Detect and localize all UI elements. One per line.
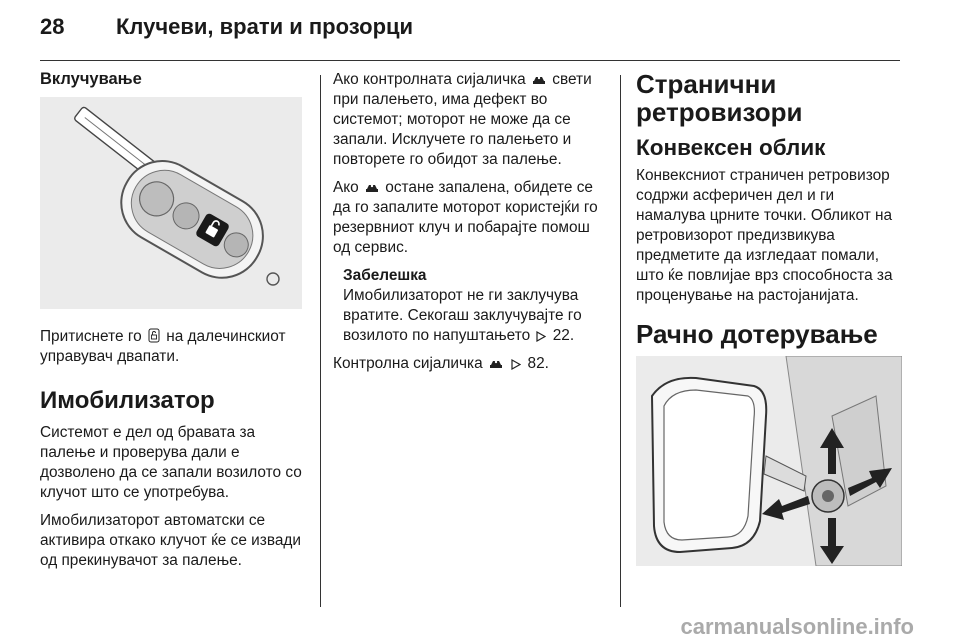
column-2	[333, 70, 605, 382]
page-number: 28	[40, 14, 65, 39]
header-divider	[40, 60, 900, 61]
car-key-lamp-icon	[365, 182, 379, 194]
section-heading-switching-on: Вклучување	[40, 70, 142, 88]
immobilizer-paragraph-1: Системот е дел од бравата за палење и проверува дали е дозволено да се запали возилото со клучот што се употребува.	[40, 424, 302, 501]
immobilizer-heading: Имобилизатор	[40, 387, 215, 414]
control-light-reference: Контролна сијаличка 82.	[333, 355, 549, 372]
manual-adjustment-heading: Рачно дотерување	[636, 319, 878, 349]
note-title: Забелешка	[343, 267, 427, 284]
control-light-page-ref[interactable]: 82.	[527, 355, 549, 372]
press-instruction: Притиснете го на далечинскиот управувач двапати.	[40, 328, 286, 365]
column-1	[40, 70, 310, 579]
note-page-ref[interactable]: 22.	[552, 327, 575, 344]
convex-shape-paragraph: Конвексниот страничен ретровизор содржи асферичен дел и ги намалува црните точки. Обликот на ретровизорот предизвикува предметите да изгледаат помали, што ќе повлијае врз способноста за проценување на растојанијата.	[636, 167, 893, 304]
unlock-icon	[148, 328, 160, 343]
convex-shape-heading: Конвексен облик	[636, 135, 826, 160]
watermark: carmanualsonline.info	[680, 614, 914, 639]
immobilizer-paragraph-2: Имобилизаторот автоматски се активира откако клучот ќе се извади од прекинувачот за палење.	[40, 512, 301, 569]
car-key-lamp-icon	[532, 74, 546, 86]
car-key-lamp-icon	[489, 358, 503, 370]
note-box	[343, 266, 605, 346]
reference-arrow-icon	[536, 331, 546, 342]
key-fob-illustration	[40, 97, 302, 309]
reference-arrow-icon	[511, 359, 521, 370]
warning-light-paragraph: Ако контролната сијаличка свети при палењето, има дефект во системот; моторот не може да се запали. Исклучете го палењето и повторете го обидот за палење.	[333, 71, 592, 168]
note-body: Имобилизаторот не ги заклучува вратите. Секогаш заклучувајте го возилото по напуштањето 22.	[343, 287, 582, 344]
chapter-title: Клучеви, врати и прозорци	[116, 14, 414, 39]
column-3	[636, 70, 906, 566]
side-mirrors-heading: Странични ретровизори	[636, 69, 803, 127]
column-divider-1	[320, 75, 321, 607]
mirror-adjustment-illustration	[636, 356, 902, 566]
light-remains-paragraph: Ако остане запалена, обидете се да го запалите моторот користејќи го резервниот клуч и побарајте помош од сервис.	[333, 179, 598, 256]
column-divider-2	[620, 75, 621, 607]
